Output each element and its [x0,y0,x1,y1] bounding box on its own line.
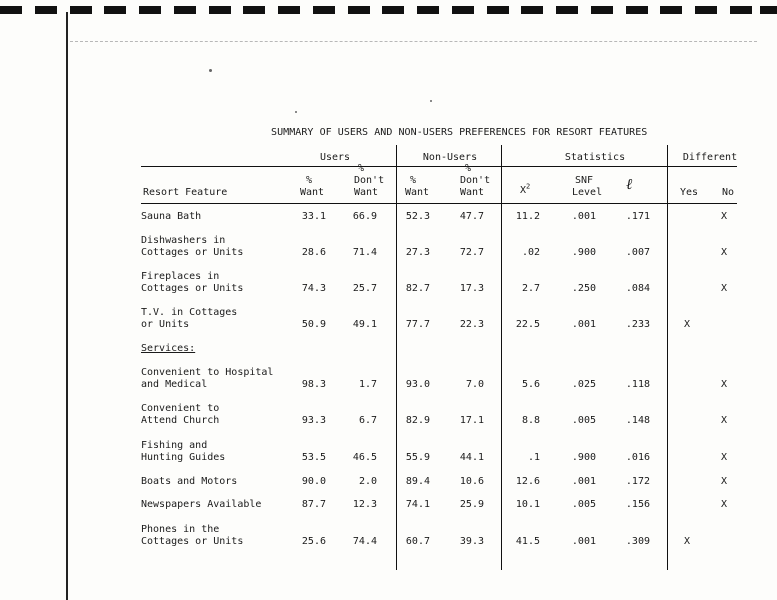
group-header-statistics: Statistics [564,152,626,163]
row-feature-label: Newspapers Available [141,499,262,510]
cell-chi2: 8.8 [521,415,540,426]
statistics-different-divider [667,145,668,570]
cell-snf: .001 [571,319,596,330]
group-header-non-users: Non-Users [422,152,478,163]
cell-phi: .233 [625,319,650,330]
chi-square-letter: X [520,185,527,196]
cell-users-dont: 71.4 [352,247,377,258]
col-header-yes: Yes [680,187,699,198]
cell-different-yes: X [684,319,691,330]
col-header-users-dont: Don't [354,175,385,186]
cell-different-no: X [721,283,728,294]
perforation-mark [0,6,22,14]
cell-users-want: 90.0 [301,476,326,487]
cell-snf: .001 [571,536,596,547]
row-feature-label: or Units [141,319,190,330]
perforation-mark [348,6,370,14]
cell-phi: .172 [625,476,650,487]
cell-snf: .025 [571,379,596,390]
cell-different-no: X [721,452,728,463]
cell-users-dont: 1.7 [358,379,377,390]
cell-different-no: X [721,476,728,487]
faint-dashed-line [70,41,757,42]
row-feature-label: Convenient to Hospital [141,367,274,378]
row-feature-label: Attend Church [141,415,220,426]
scan-speck [209,69,212,72]
cell-nonusers-dont: 72.7 [459,247,484,258]
perforation-mark [313,6,335,14]
cell-phi: .171 [625,211,650,222]
cell-chi2: 11.2 [515,211,540,222]
col-header-nonusers-want: Want [405,187,430,198]
col-header-users-dont-pct: % [358,163,365,174]
scan-speck [295,111,297,113]
col-header-snf-level: Level [572,187,603,198]
col-header-nonusers-dont-want: Want [460,187,485,198]
cell-phi: .309 [625,536,650,547]
perforation-mark [417,6,439,14]
page-margin-line [66,12,68,600]
perforation-mark [730,6,752,14]
row-feature-label: Boats and Motors [141,476,238,487]
perforation-mark [278,6,300,14]
cell-phi: .118 [625,379,650,390]
row-feature-label: Cottages or Units [141,247,244,258]
cell-nonusers-want: 77.7 [405,319,430,330]
col-header-nonusers-dont-pct: % [465,163,472,174]
cell-different-no: X [721,499,728,510]
table-title: SUMMARY OF USERS AND NON-USERS PREFERENCES FOR RESORT FEATURES [271,127,648,138]
perforation-mark [591,6,613,14]
perforation-mark [626,6,648,14]
cell-users-dont: 49.1 [352,319,377,330]
cell-chi2: 10.1 [515,499,540,510]
cell-users-want: 98.3 [301,379,326,390]
cell-nonusers-want: 89.4 [405,476,430,487]
col-header-users-dont-want: Want [354,187,379,198]
cell-nonusers-want: 27.3 [405,247,430,258]
cell-phi: .016 [625,452,650,463]
row-feature-label: Phones in the [141,524,220,535]
cell-users-dont: 12.3 [352,499,377,510]
cell-phi: .084 [625,283,650,294]
cell-nonusers-dont: 39.3 [459,536,484,547]
cell-nonusers-dont: 17.1 [459,415,484,426]
cell-chi2: 5.6 [521,379,540,390]
perforation-mark [695,6,717,14]
perforation-mark [521,6,543,14]
perforation-mark [104,6,126,14]
cell-phi: .156 [625,499,650,510]
row-feature-label: Hunting Guides [141,452,226,463]
cell-users-want: 33.1 [301,211,326,222]
cell-users-want: 74.3 [301,283,326,294]
perforation-mark [382,6,404,14]
cell-snf: .005 [571,415,596,426]
row-feature-label: Cottages or Units [141,536,244,547]
cell-nonusers-want: 60.7 [405,536,430,547]
cell-users-dont: 25.7 [352,283,377,294]
row-feature-label: Fishing and [141,440,208,451]
cell-chi2: 2.7 [521,283,540,294]
cell-nonusers-dont: 10.6 [459,476,484,487]
perforation-mark [139,6,161,14]
row-feature-label: Convenient to [141,403,220,414]
cell-nonusers-want: 93.0 [405,379,430,390]
perforation-mark [209,6,231,14]
perforation-mark [556,6,578,14]
cell-snf: .900 [571,452,596,463]
cell-different-no: X [721,415,728,426]
perforation-mark [760,6,777,14]
cell-nonusers-want: 74.1 [405,499,430,510]
cell-snf: .900 [571,247,596,258]
section-label-services: Services: [141,343,196,354]
col-header-resort-feature: Resort Feature [143,187,228,198]
cell-snf: .005 [571,499,596,510]
perforation-mark [243,6,265,14]
cell-nonusers-dont: 17.3 [459,283,484,294]
cell-chi2: 12.6 [515,476,540,487]
cell-users-want: 25.6 [301,536,326,547]
cell-nonusers-want: 82.7 [405,283,430,294]
col-header-chi-square [520,182,531,197]
perforation-mark [70,6,92,14]
cell-nonusers-dont: 22.3 [459,319,484,330]
perforation-mark [35,6,57,14]
col-header-phi: ℓ [626,175,633,193]
perforation-mark [174,6,196,14]
cell-snf: .001 [571,476,596,487]
cell-chi2: 41.5 [515,536,540,547]
cell-nonusers-dont: 25.9 [459,499,484,510]
row-feature-label: Cottages or Units [141,283,244,294]
header-top-rule [141,166,737,167]
row-feature-label: Dishwashers in [141,235,226,246]
cell-users-want: 50.9 [301,319,326,330]
cell-snf: .250 [571,283,596,294]
col-header-nonusers-dont: Don't [460,175,491,186]
cell-users-want: 53.5 [301,452,326,463]
cell-chi2: 22.5 [515,319,540,330]
cell-users-want: 87.7 [301,499,326,510]
row-feature-label: Sauna Bath [141,211,202,222]
row-feature-label: and Medical [141,379,208,390]
cell-chi2: .1 [527,452,540,463]
cell-nonusers-want: 82.9 [405,415,430,426]
col-header-snf: SNF [575,175,594,186]
cell-snf: .001 [571,211,596,222]
cell-users-dont: 74.4 [352,536,377,547]
cell-users-dont: 2.0 [358,476,377,487]
cell-different-yes: X [684,536,691,547]
cell-nonusers-dont: 44.1 [459,452,484,463]
perforation-mark [487,6,509,14]
group-header-users: Users [319,152,351,163]
scan-speck [430,100,432,102]
cell-phi: .148 [625,415,650,426]
cell-users-want: 93.3 [301,415,326,426]
cell-nonusers-want: 52.3 [405,211,430,222]
cell-users-dont: 6.7 [358,415,377,426]
cell-different-no: X [721,379,728,390]
header-bottom-rule [141,203,737,204]
row-feature-label: Fireplaces in [141,271,220,282]
row-feature-label: T.V. in Cottages [141,307,238,318]
col-header-nonusers-pct: % [410,175,417,186]
cell-nonusers-want: 55.9 [405,452,430,463]
cell-chi2: .02 [521,247,540,258]
cell-different-no: X [721,247,728,258]
perforation-mark [452,6,474,14]
group-header-different: Different [682,152,738,163]
cell-users-dont: 66.9 [352,211,377,222]
cell-users-want: 28.6 [301,247,326,258]
col-header-users-pct: % [306,175,313,186]
cell-phi: .007 [625,247,650,258]
cell-different-no: X [721,211,728,222]
cell-users-dont: 46.5 [352,452,377,463]
chi-square-superscript: 2 [526,182,531,191]
cell-nonusers-dont: 7.0 [465,379,484,390]
perforation-mark [660,6,682,14]
col-header-users-want: Want [300,187,325,198]
cell-nonusers-dont: 47.7 [459,211,484,222]
col-header-no: No [722,187,735,198]
